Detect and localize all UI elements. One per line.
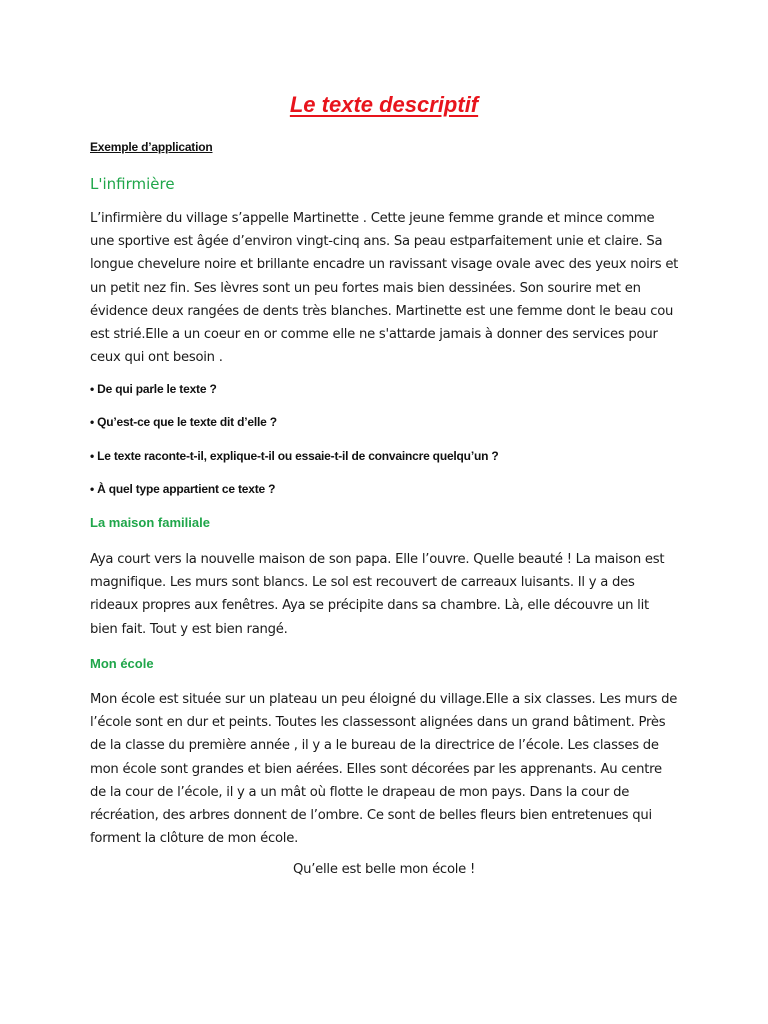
section-heading-maison: La maison familiale — [90, 515, 210, 530]
text-line: L’infirmière du village s’appelle Martinette . Cette jeune femme grande et mince comme — [90, 211, 655, 226]
text-line: Aya court vers la nouvelle maison de son papa. Elle l’ouvre. Quelle beauté ! La maison est — [90, 552, 665, 567]
text-line: magnifique. Les murs sont blancs. Le sol est recouvert de carreaux luisants. Il y a des — [90, 575, 635, 591]
example-subtitle: Exemple d’application — [90, 140, 213, 154]
text-line: l’école sont en dur et peints. Toutes les classessont alignées dans un grand bâtiment. Près — [90, 715, 666, 731]
text-line: Mon école est située sur un plateau un peu éloigné du village.Elle a six classes. Les murs de — [90, 692, 678, 707]
closing-line: Qu’elle est belle mon école ! — [292, 862, 476, 877]
question-item: • Le texte raconte-t-il, explique-t-il ou essaie-t-il de convaincre quelqu’un ? — [90, 449, 499, 463]
text-line: de la cour de l’école, il y a un mât où flotte le drapeau de mon pays. Dans la cour de — [90, 784, 630, 800]
paragraph-ecole — [90, 688, 690, 850]
question-item: • Qu’est-ce que le texte dit d’elle ? — [90, 415, 277, 429]
text-line: bien fait. Tout y est bien rangé. — [90, 621, 288, 637]
text-line: longue chevelure noire et brillante encadre un ravissant visage ovale avec des yeux noirs et — [90, 257, 679, 273]
text-line: récréation, des arbres donnent de l’ombre. Ce sont de belles fleurs bien entretenues qui — [90, 808, 652, 824]
text-line: forment la clôture de mon école. — [90, 831, 299, 847]
text-line: ceux qui ont besoin . — [90, 350, 223, 366]
text-line: une sportive est âgée d’environ vingt-cinq ans. Sa peau estparfaitement unie et claire. Sa — [90, 234, 663, 250]
text-line: est strié.Elle a un coeur en or comme elle ne s'attarde jamais à donner des services pour — [90, 327, 658, 343]
text-line: mon école sont grandes et bien aérées. Elles sont décorées par les apprenants. Au centre — [90, 761, 662, 777]
paragraph-maison — [90, 548, 690, 641]
section-heading-ecole: Mon école — [90, 656, 154, 671]
text-line: rideaux propres aux fenêtres. Aya se précipite dans sa chambre. Là, elle découvre un lit — [90, 598, 649, 614]
text-line: évidence deux rangées de dents très blanches. Martinette est une femme dont le beau cou — [90, 303, 674, 319]
question-item: • De qui parle le texte ? — [90, 382, 217, 396]
text-line: un petit nez fin. Ses lèvres sont un peu fortes mais bien dessinées. Son sourire met en — [90, 280, 641, 296]
question-item: • À quel type appartient ce texte ? — [90, 482, 276, 496]
text-line: de la classe du première année , il y a le bureau de la directrice de l’école. Les classes de — [90, 738, 659, 754]
section-heading-infirmiere: L'infirmière — [90, 175, 175, 193]
page-title: Le texte descriptif — [289, 92, 479, 117]
paragraph-infirmiere — [90, 207, 690, 369]
